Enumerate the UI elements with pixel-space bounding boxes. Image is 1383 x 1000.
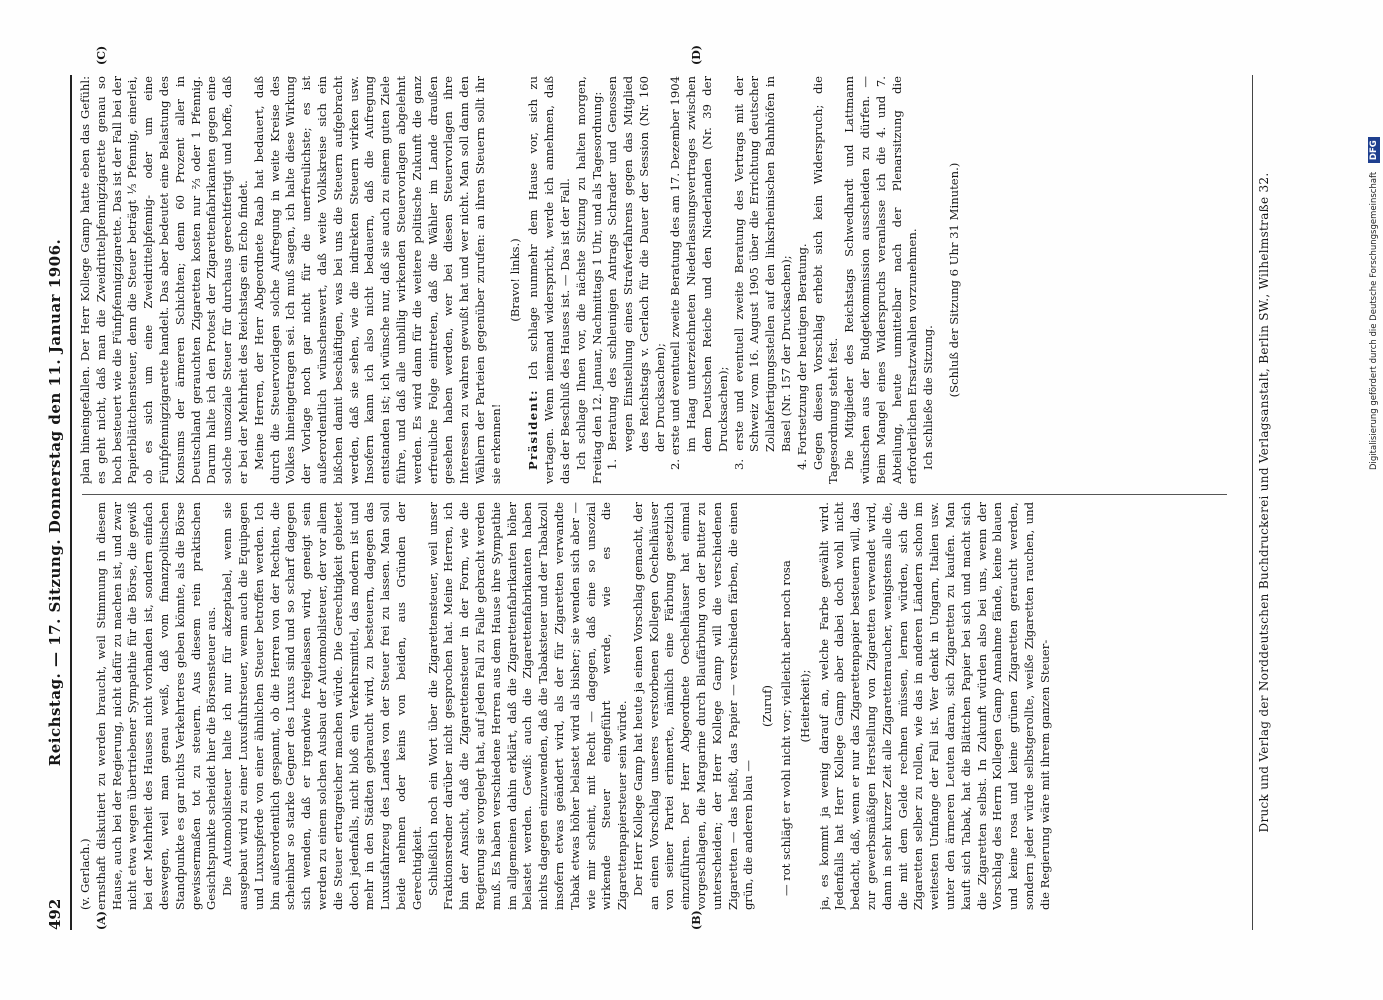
agenda-item: 4. Fortsetzung der heutigen Beratung. [794, 243, 809, 470]
paragraph: Meine Herren, der Herr Abgeordnete Raab hat bedauert, daß durch die Steuervorlagen solche Aufregung in weite Kreise des Volkes hineingetragen sei. Ich muß sagen, ich halte diese Wirkung der Vorlage noch gar nicht für die unerfreulichste; es ist außerordentlich wünschenswert, daß weite Volkskreise sich ein bißchen damit beschäftigen, was bei uns die Steuern aufgebracht werden, daß sie sehen, wie die indirekten Steuern wirken usw. Insofern kann ich also nicht bedauern, daß die Aufregung entstanden ist; ich wünsche nur, daß sie auch zu einem guten Ziele führe, und daß alle unbillig wirkenden Steuervorlagen abgelehnt werden. Es wird dann für die weitere politische Zukunft die ganz erfreuliche Folge eintreten, daß die Wähler im Lande draußen gesehen haben werden, wer bei diesen Steuervorlagen ihre Interessen zu wahren gewußt hat und wer nicht. Man soll dann den Wählern der Parteien gegenüber zurufen: an ihren Steuern sollt ihr sie erkennen! [251, 76, 503, 484]
paragraph: Ich schlage Ihnen vor, die nächste Sitzung zu halten morgen, Freitag den 12. Januar, Nachmittags 1 Uhr, und als Tagesordnung: [573, 76, 604, 484]
agenda-item: 3. erste und eventuell zweite Beratung des Vertrags mit der Schweiz vom 16. August 1905 über die Errichtung deutscher Zollabfertigungsstellen auf den linksrheinischen Bahnhöfen in Basel (Nr. 157 der Drucksachen); [731, 76, 794, 470]
page-number: 492 [46, 898, 64, 930]
paragraph: Die Automobilsteuer halte ich nur für akzeptabel, wenn sie ausgebaut wird zu einer Luxusfuhrsteuer, wenn auch die Equipagen und Luxuspferde von einer ähnlichen Steuer betroffen werden. Ich bin außerordentlich gespannt, ob die Herren von der Rechten, die scheinbar so starke Gegner des Luxus sind und so scharf dagegen sich wenden, daß er irgendwie freigelassen wird, geneigt sein werden zu einem solchen Ausbau der Automobilsteuer, der vor allem die Steuer ertragreicher machen würde. Die Gerechtigkeit gebietet doch jedenfalls, nicht bloß ein Verkehrsmittel, das modern ist und mehr in den Städten gebraucht wird, zu besteuern, dagegen das Luxusfahrzeug des Landes von der Steuer frei zu lassen. Man soll beide nehmen oder keins von beiden, aus Gründen der Gerechtigkeit. [220, 502, 424, 910]
paragraph: Gegen diesen Vorschlag erhebt sich kein Widerspruch; die Tagesordnung steht fest. [810, 76, 841, 484]
agenda-list [605, 76, 810, 484]
session-end-note: (Schluß der Sitzung 6 Uhr 31 Minuten.) [947, 162, 962, 398]
speaker-label: (v. Gerlach.) [78, 838, 92, 910]
left-column [78, 502, 1228, 910]
margin-marker-c: (C) [95, 45, 108, 65]
running-title: Reichstag. — 17. Sitzung. Donnerstag den 11. Januar 1906. [46, 238, 64, 767]
paragraph: Die Mitglieder des Reichstags Schwedhardt und Lattmann wünschen aus der Budgetkommission ausscheiden zu dürfen. — Beim Mangel eines Widerspruchs veranlasse ich die 4. und 7. Abteilung, heute unmittelbar nach der Plenarsitzung die erforderlichen Ersatzwahlen vorzunehmen. [842, 76, 920, 484]
credit-text: Digitalisierung gefördert durch die Deutsche Forschungsgemeinschaft [1369, 171, 1379, 470]
agenda-item: 2. erste und eventuell zweite Beratung des am 17. Dezember 1904 im Haag unterzeichneten Niederlassungsvertrages zwischen dem Deutschen Reiche und den Niederlanden (Nr. 39 der Drucksachen); [668, 76, 730, 470]
paragraph: ja, es kommt ja wenig darauf an, welche Farbe gewählt wird. Jedenfalls hat Herr Kollege Gamp aber dabei doch wohl nicht bedacht, daß, wenn er nur das Zigarettenpapier besteuern will, das zur gewerbsmäßigen Herstellung von Zigaretten verwendet wird, dann in sehr kurzer Zeit alle Zigarettenraucher, wenigstens alle die, die mit dem Gelde rechnen müssen, lernen würden, sich die Zigaretten selber zu rollen, wie das in anderen Ländern schon im weitesten Umfange der Fall ist. Wer denkt in Ungarn, Italien usw. unter den ärmeren Leuten daran, sich Zigaretten zu kaufen. Man kauft sich Tabak, hat die Blättchen Papier bei sich und macht sich die Zigaretten selbst. In Zukunft würden also bei uns, wenn der Vorschlag des Herrn Kollegen Gamp Annahme fände, keine blauen und keine rosa und keine grünen Zigaretten geraucht werden, sondern jeder würde selbstgerollte, weiße Zigaretten rauchen, und die Regierung wäre mit ihrem ganzen Steuer- [816, 502, 1052, 910]
paragraph: Schließlich noch ein Wort über die Zigarettensteuer, weil unser Fraktionsredner darüber nicht gesprochen hat. Meine Herren, ich bin der Ansicht, daß die Zigarettensteuer in der Form, wie die Regierung sie vorgelegt hat, auf jeden Fall zu Falle gebracht werden muß. Es haben verschiedene Herren aus dem Hause ihre Sympathie im allgemeinen dahin erklärt, daß die Zigarettenfabrikanten höher belastet werden. Gewiß: auch die Zigarettenfabrikanten haben nichts dagegen einzuwenden, daß die Tabaksteuer und der Tabakzoll insofern etwas geändert wird, als der für Zigaretten verwandte Tabak etwas höher belastet wird als bisher; sie wenden sich aber — wie mir scheint, mit Recht — dagegen, daß eine so unsozial wirkende Steuer eingeführt werde, wie es die Zigarettenpapiersteuer sein würde. [425, 502, 630, 910]
interjection: (Heiterkeit); [797, 669, 812, 743]
page-header [42, 75, 72, 930]
paragraph: — rot schlägt er wohl nicht vor; vielleicht aber noch rosa [779, 560, 794, 896]
margin-marker-d: (D) [690, 45, 703, 65]
applause: (Bravo! links.) [507, 238, 522, 322]
president-label: Präsident: [526, 389, 541, 470]
digitization-credit [1368, 10, 1383, 470]
president-statement [526, 76, 573, 484]
margin-marker-b: (B) [690, 910, 703, 930]
interjection: (Zuruf) [760, 685, 775, 727]
right-column [78, 76, 1228, 484]
margin-marker-a: (A) [95, 911, 108, 930]
dfg-logo: DFG [1368, 137, 1380, 163]
column-divider [82, 494, 1227, 495]
paragraph: plan hineingefallen. Der Herr Kollege Gamp hatte eben das Gefühl: es geht nicht, daß man die Zweidrittelpfennigzigarette genau so hoch besteuert wie die Fünfpfennigzigarette. Das ist der Fall bei der Papierblättchensteuer, denn die Steuer beträgt ⅓ Pfennig, einerlei, ob es sich um eine Zweidrittelpfennig- oder um eine Fünfpfennigzigarette handelt. Das aber bedeutet eine Belastung des Konsums der ärmeren Schichten; denn 60 Prozent aller in Deutschland gerauchten Zigaretten kosten nur ⅔ oder 1 Pfennig. Darum halte ich den Protest der Zigarettenfabrikanten gegen eine solche unsoziale Steuer für durchaus gerechtfertigt und hoffe, daß er bei der Mehrheit des Reichstags ein Echo findet. [78, 76, 250, 484]
president-text: Ich schlage nunmehr dem Hause vor, sich zu vertagen. Wenn niemand widerspricht, werde ich annehmen, daß das der Beschluß des Hauses ist. — Das ist der Fall. [526, 76, 572, 484]
paragraph: ernsthaft diskutiert zu werden braucht, weil Stimmung in diesem Hause, auch bei der Regierung, nicht dafür zu machen ist, und zwar nicht etwa wegen übertriebener Sympathie für die Börse, die gewiß bei der Mehrheit des Hauses nicht vorhanden ist, sondern einfach deswegen, weil man genau weiß, daß vom finanzpolitischen Standpunkte es gar nichts Verkehrteres geben könnte, als die Börse gewissermaßen tot zu steuern. Aus diesem rein praktischen Gesichtspunkte scheidet hier die Börsensteuer aus. [93, 502, 219, 910]
imprint-footer: Druck und Verlag der Norddeutschen Buchdruckerei und Verlagsanstalt, Berlin SW., Wilhelmstraße 32. [1252, 75, 1279, 930]
paragraph: Der Herr Kollege Gamp hat heute ja einen Vorschlag gemacht, der an einen Vorschlag unseres verstorbenen Kollegen Oechelhäuser von seiner Partei erinnerte, nämlich eine Färbung gesetzlich einzuführen. Der Herr Abgeordnete Oechelhäuser hat einmal vorgeschlagen, die Margarine durch Blaufärbung von der Butter zu unterscheiden; der Herr Kollege Gamp will die verschiedenen Zigaretten — das heißt, das Papier — verschieden färben, die einen grün, die anderen blau — [630, 502, 756, 910]
paragraph: Ich schließe die Sitzung. [921, 325, 936, 470]
agenda-item: 1. Beratung des schleunigen Antrags Schrader und Genossen wegen Einstellung eines Strafverfahrens gegen das Mitglied des Reichstags v. Gerlach für die Dauer der Session (Nr. 160 der Drucksachen); [605, 76, 667, 470]
